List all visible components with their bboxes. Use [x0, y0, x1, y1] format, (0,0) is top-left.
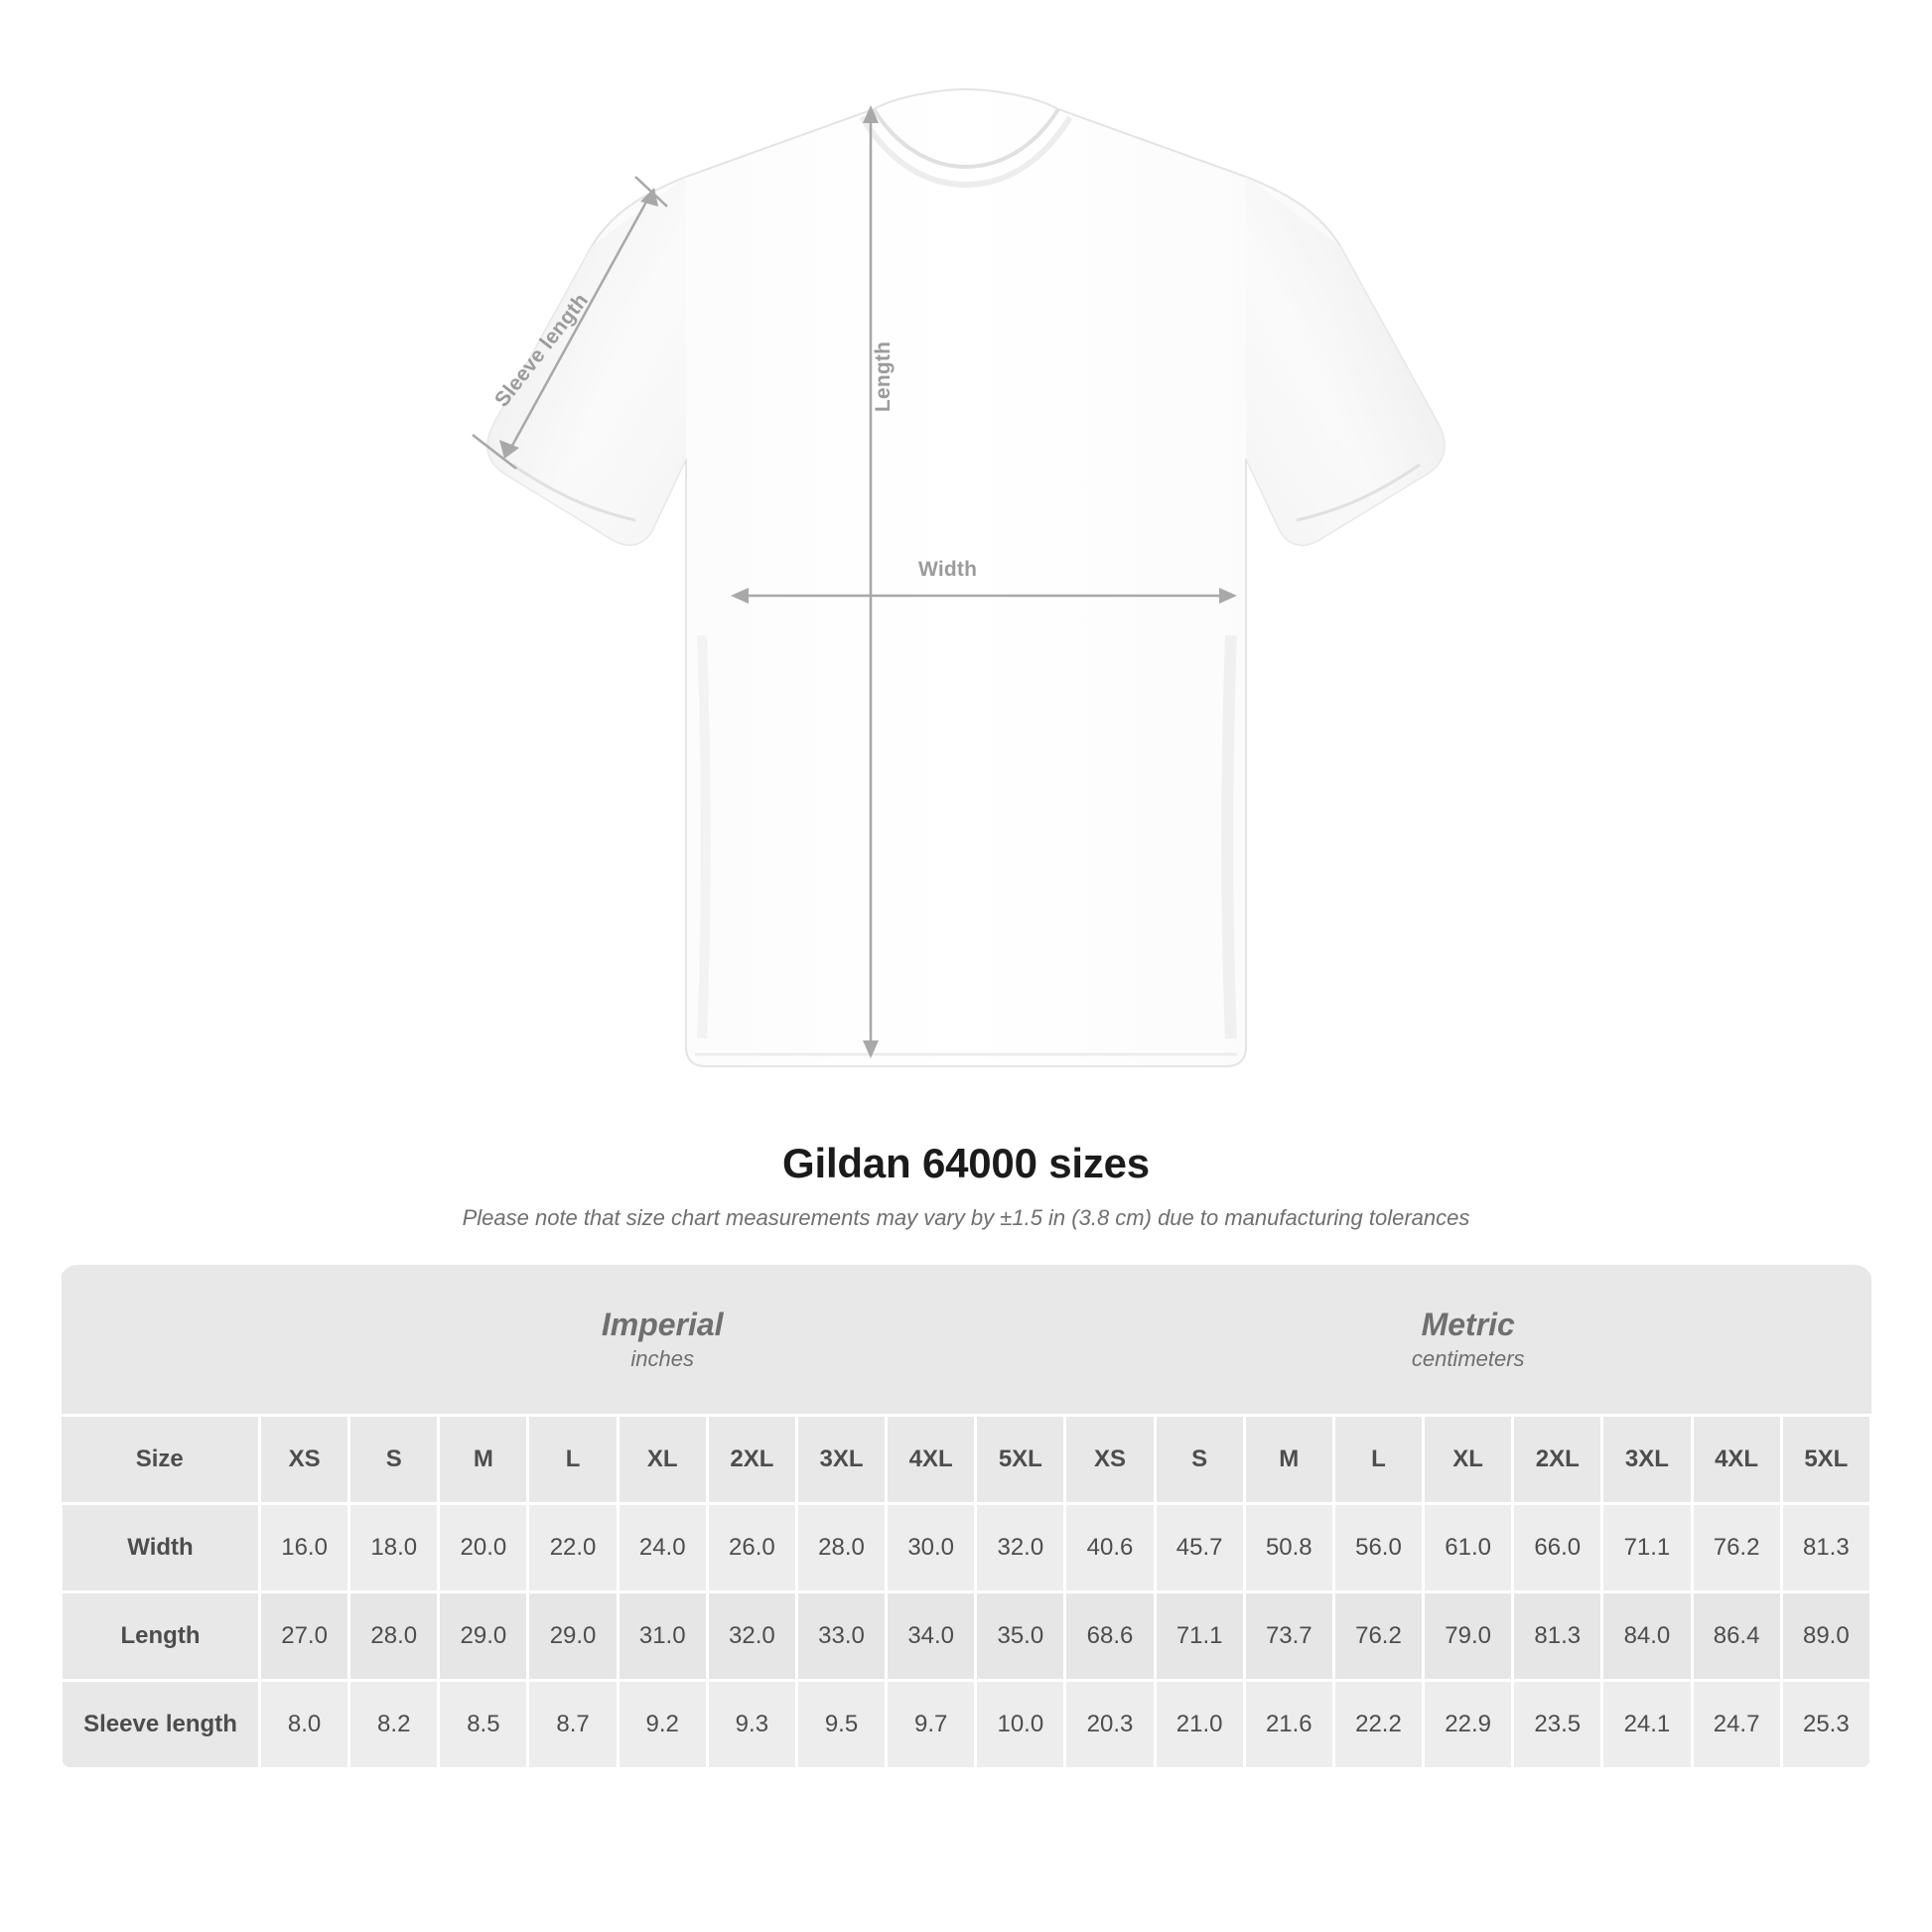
cell-sleeve-imp-7: 9.7 — [887, 1681, 976, 1769]
length-dimension-label: Length — [872, 341, 895, 412]
cell-length-imp-7: 34.0 — [887, 1592, 976, 1681]
cell-length-imp-2: 29.0 — [439, 1592, 528, 1681]
size-header-imp-7: 4XL — [887, 1416, 976, 1504]
cell-width-imp-3: 22.0 — [528, 1504, 618, 1592]
size-header-imp-5: 2XL — [707, 1416, 796, 1504]
size-table — [60, 1265, 1872, 1770]
cell-length-imp-4: 31.0 — [618, 1592, 707, 1681]
cell-sleeve-met-2: 21.6 — [1244, 1681, 1333, 1769]
size-header-row — [62, 1416, 1871, 1504]
cell-width-met-2: 50.8 — [1244, 1504, 1333, 1592]
cell-width-met-7: 76.2 — [1692, 1504, 1781, 1592]
size-header-imp-1: S — [349, 1416, 439, 1504]
unit-group-metric-sub: centimeters — [1411, 1345, 1525, 1371]
left-side-shade — [702, 635, 706, 1038]
unit-group-imperial-sub: inches — [630, 1345, 694, 1371]
cell-sleeve-met-1: 21.0 — [1155, 1681, 1244, 1769]
cell-width-met-6: 71.1 — [1602, 1504, 1692, 1592]
size-header-imp-2: M — [439, 1416, 528, 1504]
size-header-met-2: M — [1244, 1416, 1333, 1504]
cell-width-imp-5: 26.0 — [707, 1504, 796, 1592]
tolerance-note: Please note that size chart measurements may vary by ±1.5 in (3.8 cm) due to manufacturing tolerances — [462, 1205, 1470, 1230]
table-row-sleeve-length — [62, 1681, 1871, 1769]
cell-length-met-7: 86.4 — [1692, 1592, 1781, 1681]
size-header-met-7: 4XL — [1692, 1416, 1781, 1504]
row-label-length: Length — [62, 1592, 260, 1681]
size-header-imp-6: 3XL — [796, 1416, 886, 1504]
cell-length-met-5: 81.3 — [1513, 1592, 1602, 1681]
size-header-imp-3: L — [528, 1416, 618, 1504]
cell-sleeve-imp-4: 9.2 — [618, 1681, 707, 1769]
cell-width-met-8: 81.3 — [1781, 1504, 1870, 1592]
cell-sleeve-met-3: 22.2 — [1333, 1681, 1423, 1769]
cell-width-imp-2: 20.0 — [439, 1504, 528, 1592]
cell-sleeve-imp-5: 9.3 — [707, 1681, 796, 1769]
size-header-met-3: L — [1333, 1416, 1423, 1504]
cell-sleeve-imp-0: 8.0 — [260, 1681, 349, 1769]
cell-sleeve-met-5: 23.5 — [1513, 1681, 1602, 1769]
cell-length-met-4: 79.0 — [1424, 1592, 1513, 1681]
cell-sleeve-imp-8: 10.0 — [976, 1681, 1065, 1769]
cell-length-imp-5: 32.0 — [707, 1592, 796, 1681]
size-header-met-5: 2XL — [1513, 1416, 1602, 1504]
cell-width-met-0: 40.6 — [1065, 1504, 1155, 1592]
width-dimension-label: Width — [918, 558, 978, 581]
cell-width-imp-6: 28.0 — [796, 1504, 886, 1592]
cell-width-imp-4: 24.0 — [618, 1504, 707, 1592]
cell-sleeve-met-0: 20.3 — [1065, 1681, 1155, 1769]
cell-length-imp-6: 33.0 — [796, 1592, 886, 1681]
cell-length-imp-3: 29.0 — [528, 1592, 618, 1681]
size-header-met-0: XS — [1065, 1416, 1155, 1504]
cell-sleeve-met-7: 24.7 — [1692, 1681, 1781, 1769]
size-header-label: Size — [62, 1416, 260, 1504]
cell-width-imp-8: 32.0 — [976, 1504, 1065, 1592]
sleeve-length-dimension-label: Sleeve length — [490, 289, 594, 412]
cell-length-met-1: 71.1 — [1155, 1592, 1244, 1681]
table-corner-cell — [62, 1265, 260, 1416]
right-sleeve — [1246, 177, 1445, 545]
cell-width-imp-0: 16.0 — [260, 1504, 349, 1592]
size-header-met-1: S — [1155, 1416, 1244, 1504]
cell-length-imp-8: 35.0 — [976, 1592, 1065, 1681]
size-table-container — [60, 1265, 1872, 1770]
cell-width-imp-1: 18.0 — [349, 1504, 439, 1592]
cell-sleeve-imp-1: 8.2 — [349, 1681, 439, 1769]
table-row-length — [62, 1592, 1871, 1681]
cell-sleeve-imp-3: 8.7 — [528, 1681, 618, 1769]
size-header-met-4: XL — [1424, 1416, 1513, 1504]
size-header-imp-4: XL — [618, 1416, 707, 1504]
unit-group-imperial-name: Imperial — [601, 1306, 724, 1342]
size-header-met-6: 3XL — [1602, 1416, 1692, 1504]
right-side-shade — [1227, 635, 1231, 1038]
page-title: Gildan 64000 sizes — [782, 1140, 1150, 1186]
unit-group-imperial — [260, 1265, 1065, 1416]
row-label-sleeve-length: Sleeve length — [62, 1681, 260, 1769]
unit-group-metric-name: Metric — [1421, 1306, 1515, 1342]
cell-sleeve-imp-2: 8.5 — [439, 1681, 528, 1769]
cell-sleeve-met-4: 22.9 — [1424, 1681, 1513, 1769]
unit-header-row — [62, 1265, 1871, 1416]
size-header-met-8: 5XL — [1781, 1416, 1870, 1504]
cell-sleeve-met-6: 24.1 — [1602, 1681, 1692, 1769]
cell-length-met-0: 68.6 — [1065, 1592, 1155, 1681]
cell-length-met-8: 89.0 — [1781, 1592, 1870, 1681]
title-block — [0, 1140, 1932, 1231]
row-label-width: Width — [62, 1504, 260, 1592]
cell-width-met-1: 45.7 — [1155, 1504, 1244, 1592]
size-header-imp-0: XS — [260, 1416, 349, 1504]
cell-width-met-3: 56.0 — [1333, 1504, 1423, 1592]
cell-width-met-4: 61.0 — [1424, 1504, 1513, 1592]
cell-width-imp-7: 30.0 — [887, 1504, 976, 1592]
unit-group-metric — [1065, 1265, 1871, 1416]
cell-sleeve-met-8: 25.3 — [1781, 1681, 1870, 1769]
cell-length-imp-0: 27.0 — [260, 1592, 349, 1681]
cell-sleeve-imp-6: 9.5 — [796, 1681, 886, 1769]
table-row-width — [62, 1504, 1871, 1592]
cell-length-met-2: 73.7 — [1244, 1592, 1333, 1681]
cell-width-met-5: 66.0 — [1513, 1504, 1602, 1592]
cell-length-met-3: 76.2 — [1333, 1592, 1423, 1681]
cell-length-met-6: 84.0 — [1602, 1592, 1692, 1681]
cell-length-imp-1: 28.0 — [349, 1592, 439, 1681]
size-header-imp-8: 5XL — [976, 1416, 1065, 1504]
